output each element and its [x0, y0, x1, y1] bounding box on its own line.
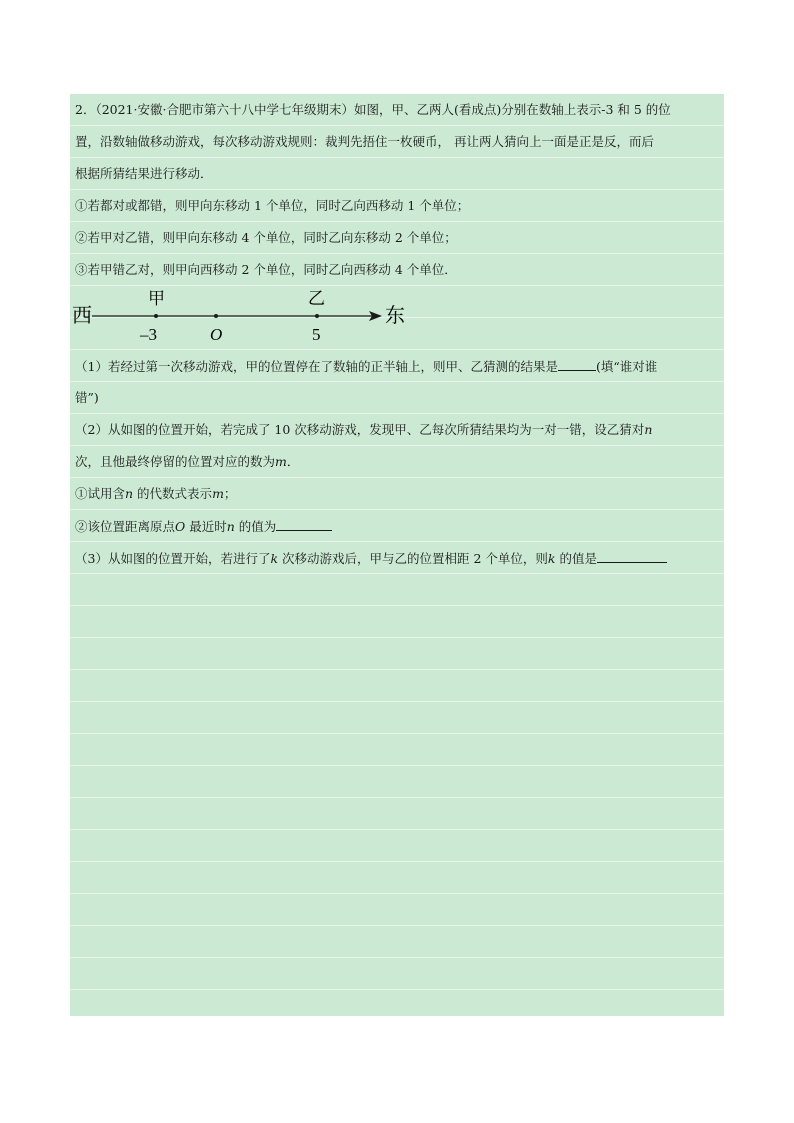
east-label: 东: [385, 305, 405, 327]
west-label: 西: [72, 305, 92, 327]
question-3-line: [75, 550, 667, 567]
part-text: ②该位置距离原点: [75, 519, 176, 534]
rule-1: [75, 198, 469, 214]
question-3-text: 次移动游戏后，甲与乙的位置相距 2 个单位，则: [278, 551, 548, 566]
problem-number: 2．: [75, 102, 96, 117]
question-2-part-ii: [75, 518, 332, 535]
question-2-part-i: [75, 486, 236, 502]
question-1-hint: (填“谁对谁: [595, 359, 658, 374]
part-text: 的值为: [234, 519, 277, 534]
question-1-hint: 错”): [75, 390, 99, 405]
question-2-line-2: [75, 454, 299, 470]
variable-o: O: [175, 519, 186, 534]
question-1-line-2: [75, 390, 99, 406]
problem-intro-text: 置，沿数轴做移动游戏，每次移动游戏规则：裁判先捂住一枚硬币， 再让两人猜向上一面是正是反，而后: [75, 134, 654, 149]
question-2-line-1: [75, 422, 652, 438]
variable-k: k: [270, 551, 279, 566]
answer-blank-1[interactable]: [558, 358, 596, 371]
variable-n: n: [125, 486, 134, 501]
question-2-text: （2）从如图的位置开始，若完成了 10 次移动游戏，发现甲、乙每次所猜结果均为一对一错，设乙猜对: [75, 422, 645, 437]
punctuation: ．: [286, 454, 300, 469]
problem-source: （2021·安徽·合肥市第六十八中学七年级期末）: [95, 102, 354, 117]
question-2-text: 次，且他最终停留的位置对应的数为: [75, 454, 276, 469]
rule-text: ③若甲错乙对，则甲向西移动 2 个单位，同时乙向西移动 4 个单位．: [75, 262, 457, 277]
problem-intro-text: 如图，甲、乙两人(看成点)分别在数轴上表示-3 和 5 的位: [353, 102, 671, 117]
punctuation: ；: [223, 486, 237, 501]
person-a-label: 甲: [148, 289, 165, 308]
answer-blank-2[interactable]: [276, 518, 332, 531]
question-3-text: （3）从如图的位置开始，若进行了: [75, 551, 271, 566]
problem-intro-line-1: [75, 102, 671, 118]
answer-blank-3[interactable]: [597, 550, 667, 563]
person-b-label: 乙: [308, 289, 325, 308]
question-3-text: 的值是: [555, 551, 597, 566]
variable-n: n: [226, 519, 235, 534]
problem-intro-line-2: [75, 134, 654, 150]
part-text: 最近时: [185, 519, 227, 534]
problem-intro-line-3: [75, 166, 213, 182]
variable-n: n: [644, 422, 653, 437]
question-1-line-1: [75, 358, 657, 375]
variable-k: k: [547, 551, 556, 566]
problem-intro-text: 根据所猜结果进行移动．: [75, 166, 213, 181]
rule-3: [75, 262, 457, 278]
tick-label-a: –3: [140, 325, 157, 344]
origin-dot: [214, 314, 218, 318]
variable-m: m: [275, 454, 287, 469]
part-text: ①试用含: [75, 486, 126, 501]
tick-label-origin: O: [210, 325, 223, 344]
point-a-dot: [154, 314, 158, 318]
point-b-dot: [315, 314, 319, 318]
question-1-text: （1）若经过第一次移动游戏，甲的位置停在了数轴的正半轴上，则甲、乙猜测的结果是: [75, 359, 558, 374]
tick-label-b: 5: [312, 325, 321, 344]
number-line-figure: [70, 284, 410, 348]
rule-2: [75, 230, 457, 246]
rule-text: ①若都对或都错，则甲向东移动 1 个单位，同时乙向西移动 1 个单位；: [75, 198, 470, 213]
rule-text: ②若甲对乙错，则甲向东移动 4 个单位，同时乙向东移动 2 个单位；: [75, 230, 457, 245]
variable-m: m: [212, 486, 224, 501]
part-text: 的代数式表示: [133, 486, 213, 501]
